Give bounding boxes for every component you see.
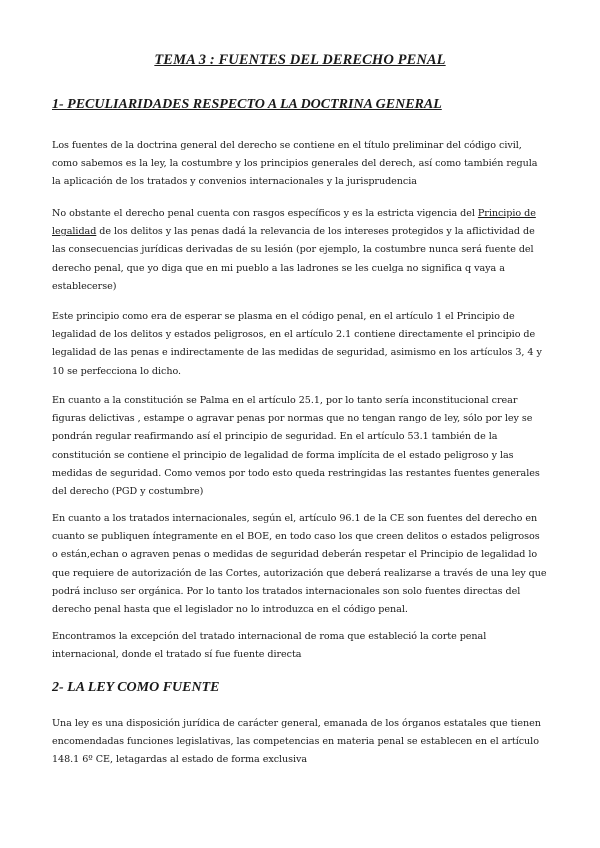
- paragraph-2-text-start: No obstante el derecho penal cuenta con rasgos específicos y es la estricta vigencia del: [52, 208, 478, 219]
- paragraph-1: Los fuentes de la doctrina general del derecho se contiene en el título preliminar del código civil, como sabemos es la ley, la costumbre y los principios generales del derech, así como también regula la aplicación de los tratados y convenios internacionales y la jurisprudencia: [52, 140, 538, 188]
- paragraph-6: Encontramos la excepción del tratado internacional de roma que estableció la corte penal internacional, donde el tratado sí fue fuente directa: [52, 631, 487, 661]
- paragraph-2-text-end: de los delitos y las penas dadá la relevancia de los intereses protegidos y la aflictividad de las consecuencias jurídicas derivadas de su lesión (por ejemplo, la costumbre nunca será fuente del derecho penal, que yo diga que en mi pueblo a las ladrones se les cuelga no significa q vaya a establecerse): [52, 226, 535, 292]
- section-heading-2: 2- LA LEY COMO FUENTE: [52, 680, 220, 695]
- page-title: TEMA 3 : FUENTES DEL DERECHO PENAL: [154, 52, 446, 68]
- paragraph-2: [52, 205, 548, 296]
- paragraph-4: En cuanto a la constitución se Palma en el artículo 25.1, por lo tanto sería inconstitucional crear figuras delictivas , estampe o agravar penas por normas que no tengan rango de ley, sólo por ley se pondrán regular reafirmando así el principio de seguridad. En el artículo 53.1 también de la constitución se contiene el principio de legalidad de forma implícita de el estado peligroso y las medidas de seguridad. Como vemos por todo esto queda restringidas las restantes fuentes generales del derecho (PGD y costumbre): [52, 395, 540, 498]
- principio-legalidad-link: Principio de legalidad: [52, 208, 536, 238]
- section-heading-1: 1- PECULIARIDADES RESPECTO A LA DOCTRINA GENERAL: [52, 97, 442, 112]
- paragraph-5: En cuanto a los tratados internacionales, según el, artículo 96.1 de la CE son fuentes del derecho en cuanto se publiquen íntegramente en el BOE, en todo caso los que creen delitos o estados peligrosos o están,echan o agraven penas o medidas de seguridad deberán respetar el Principio de legalidad lo que requiere de autorización de las Cortes, autorización que deberá realizarse a través de una ley que podrá incluso ser orgánica. Por lo tanto los tratados internacionales son solo fuentes directas del derecho penal hasta que el legislador no lo introduzca en el código penal.: [52, 513, 547, 616]
- paragraph-7: Una ley es una disposición jurídica de carácter general, emanada de los órganos estatales que tienen encomendadas funciones legislativas, las competencias en materia penal se establecen en el artículo 148.1 6º CE, letagardas al estado de forma exclusiva: [52, 718, 541, 766]
- paragraph-3: Este principio como era de esperar se plasma en el código penal, en el artículo 1 el Principio de legalidad de los delitos y estados peligrosos, en el artículo 2.1 contiene directamente el principio de legalidad de las penas e indirectamente de las medidas de seguridad, asimismo en los artículos 3, 4 y 10 se perfecciona lo dicho.: [52, 311, 542, 377]
